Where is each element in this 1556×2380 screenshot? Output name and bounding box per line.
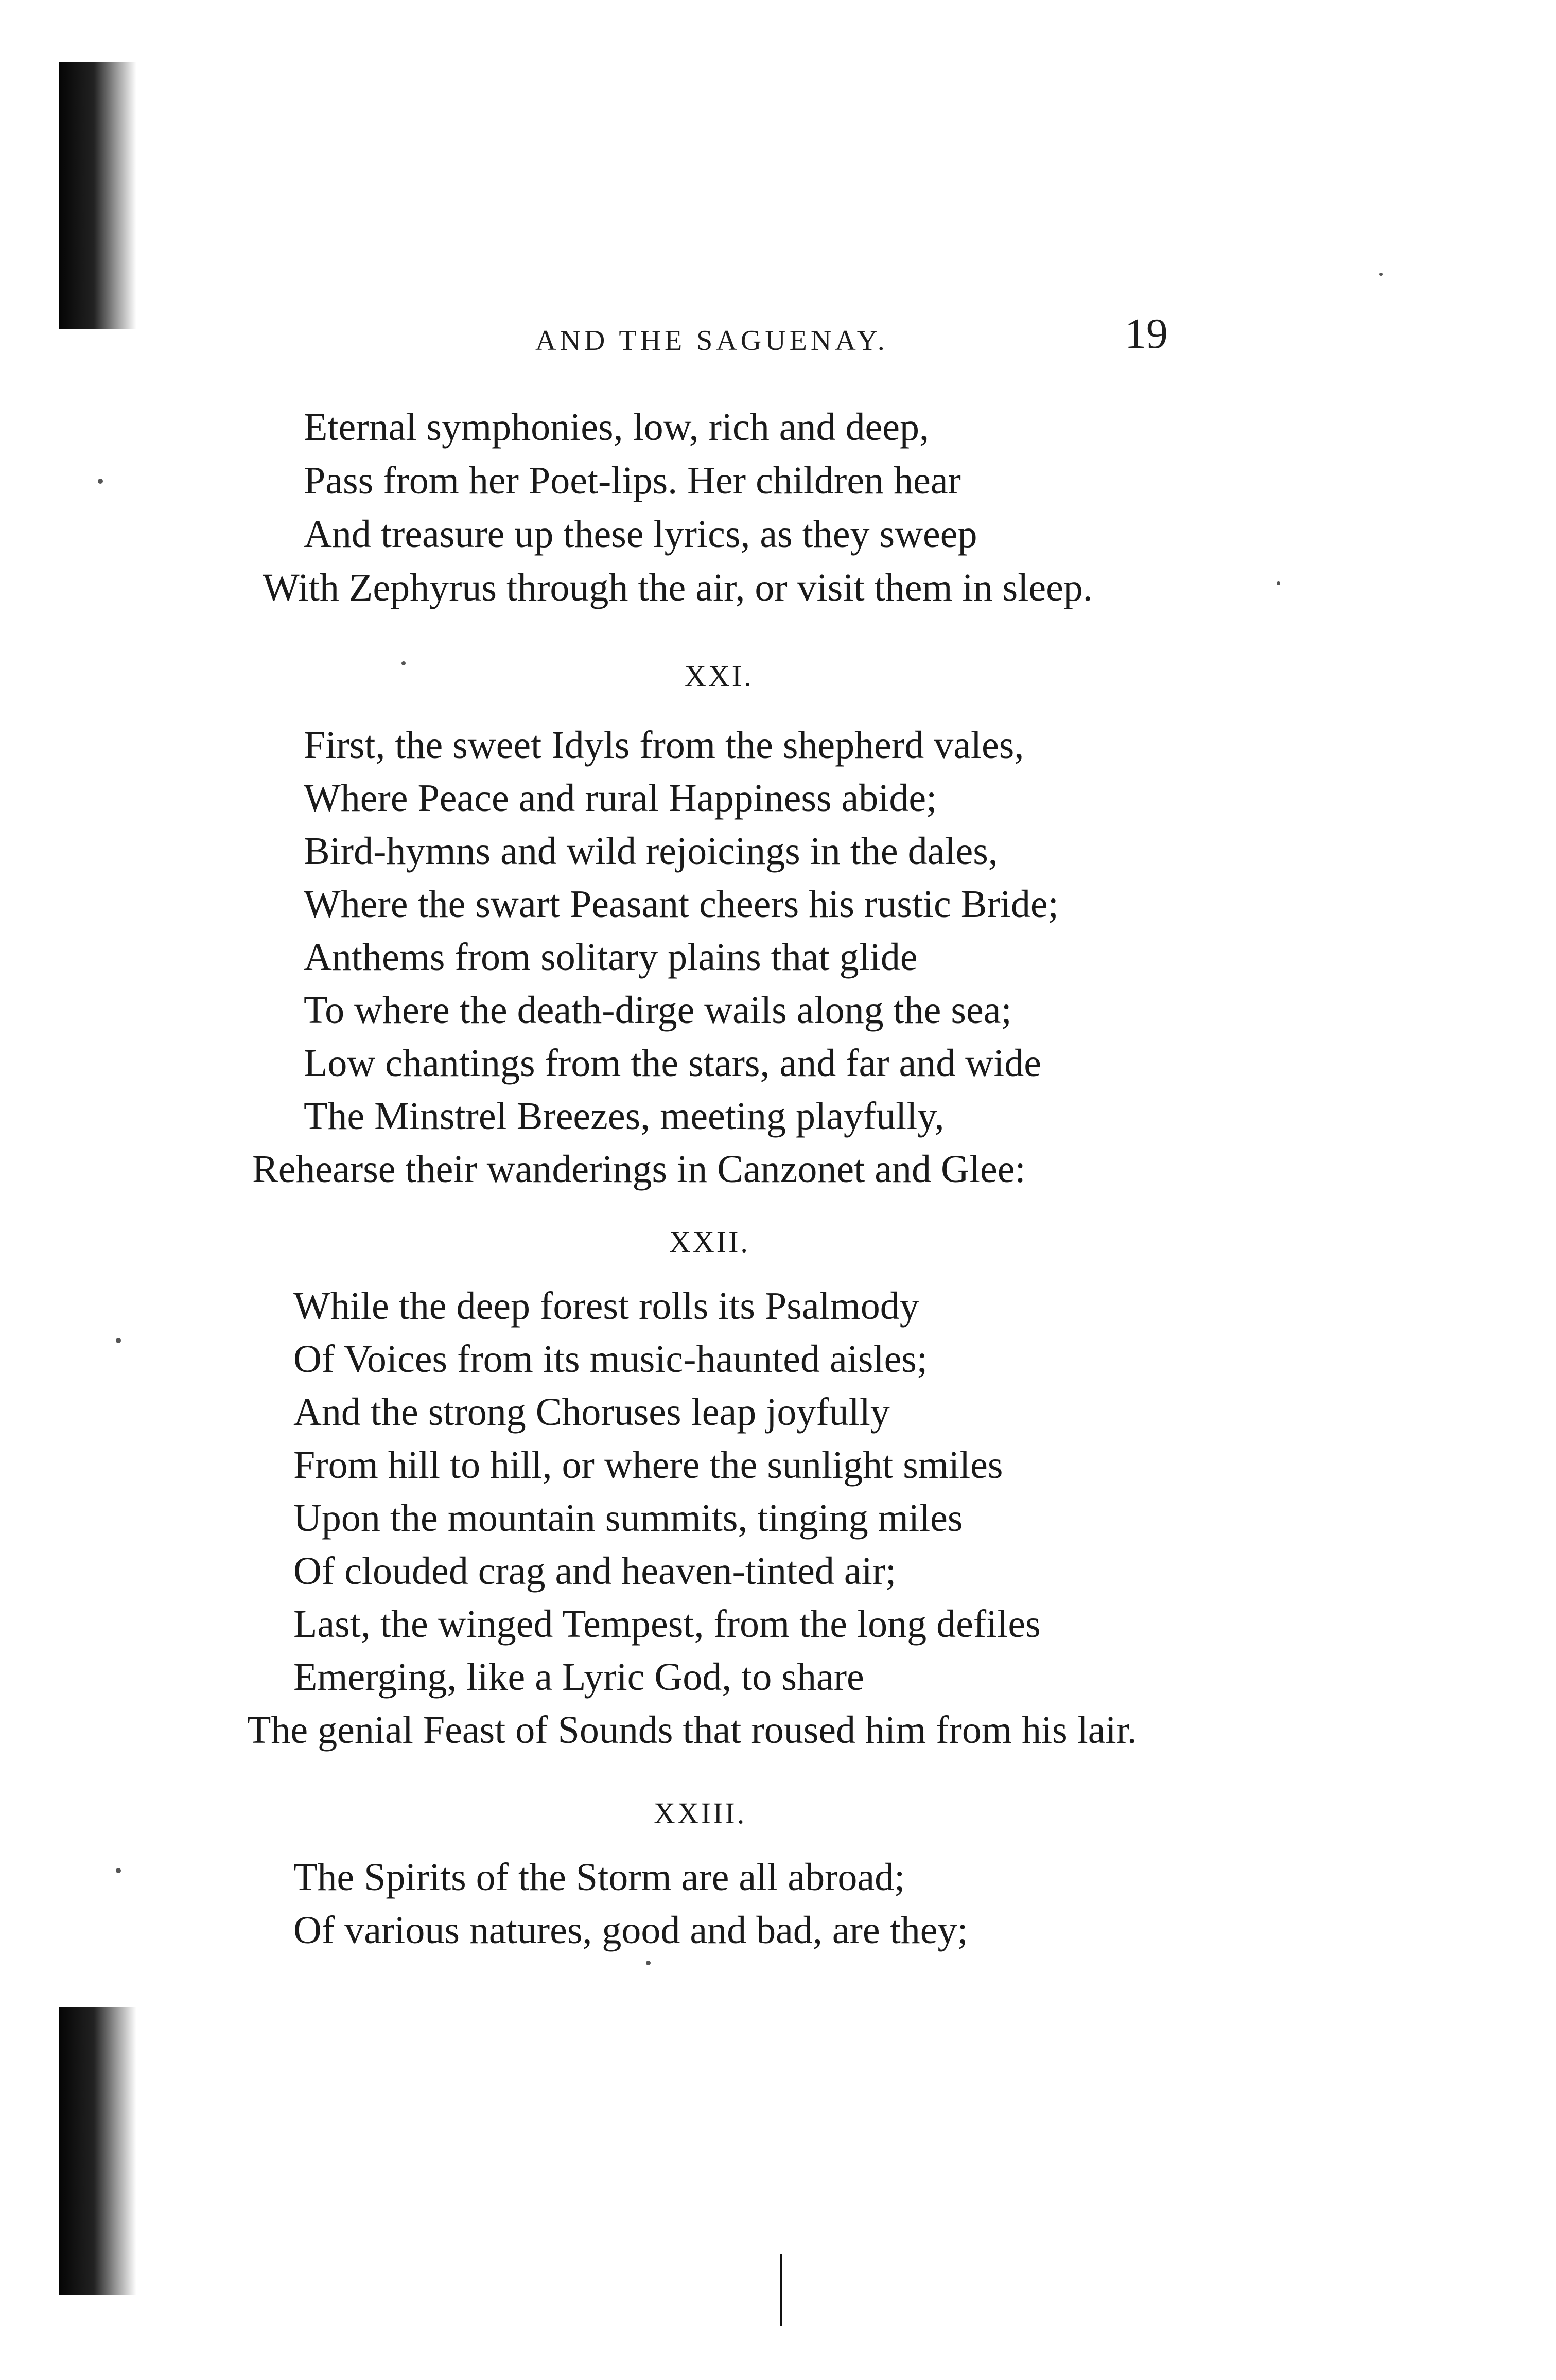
verse-line: Of Voices from its music-haunted aisles; bbox=[293, 1337, 928, 1381]
verse-line: With Zephyrus through the air, or visit them in sleep. bbox=[263, 566, 1093, 609]
verse-line: Low chantings from the stars, and far and wide bbox=[304, 1042, 1042, 1085]
verse-line: First, the sweet Idyls from the shepherd vales, bbox=[304, 724, 1024, 767]
verse-line: While the deep forest rolls its Psalmody bbox=[293, 1284, 919, 1328]
scan-edge-shadow-bottom bbox=[59, 2007, 136, 2295]
verse-line: Emerging, like a Lyric God, to share bbox=[293, 1655, 864, 1699]
verse-line: Anthems from solitary plains that glide bbox=[304, 936, 918, 979]
verse-line: Rehearse their wanderings in Canzonet and Glee: bbox=[252, 1148, 1026, 1191]
verse-line: The Spirits of the Storm are all abroad; bbox=[293, 1856, 905, 1899]
scan-speck bbox=[1277, 581, 1280, 585]
verse-line: Eternal symphonies, low, rich and deep, bbox=[304, 406, 929, 449]
stanza-numeral: XXI. bbox=[685, 659, 754, 693]
verse-line: Where Peace and rural Happiness abide; bbox=[304, 777, 937, 820]
stanza-numeral: XXII. bbox=[669, 1225, 750, 1259]
verse-line: Bird-hymns and wild rejoicings in the dales, bbox=[304, 830, 998, 873]
scan-speck bbox=[1379, 273, 1383, 276]
scan-edge-shadow-top bbox=[59, 62, 136, 329]
verse-line: From hill to hill, or where the sunlight smiles bbox=[293, 1443, 1003, 1487]
verse-line: Where the swart Peasant cheers his rustic Bride; bbox=[304, 883, 1059, 926]
running-header: AND THE SAGUENAY. bbox=[535, 325, 888, 357]
verse-line: Of various natures, good and bad, are they; bbox=[293, 1909, 968, 1952]
verse-line: Pass from her Poet-lips. Her children hear bbox=[304, 459, 961, 502]
scan-speck bbox=[116, 1338, 121, 1343]
scan-speck bbox=[401, 661, 406, 665]
scan-speck bbox=[116, 1868, 121, 1873]
page-number: 19 bbox=[1125, 310, 1168, 358]
scan-mark-vertical bbox=[780, 2254, 782, 2326]
verse-line: To where the death-dirge wails along the sea; bbox=[304, 989, 1012, 1032]
scan-speck bbox=[646, 1961, 651, 1965]
verse-line: And treasure up these lyrics, as they sweep bbox=[304, 513, 977, 556]
verse-line: And the strong Choruses leap joyfully bbox=[293, 1390, 890, 1434]
verse-line: Upon the mountain summits, tinging miles bbox=[293, 1496, 963, 1540]
verse-line: The Minstrel Breezes, meeting playfully, bbox=[304, 1095, 945, 1138]
verse-line: Of clouded crag and heaven-tinted air; bbox=[293, 1549, 897, 1593]
verse-line: The genial Feast of Sounds that roused him from his lair. bbox=[247, 1708, 1137, 1752]
verse-line: Last, the winged Tempest, from the long defiles bbox=[293, 1602, 1041, 1646]
stanza-numeral: XXIII. bbox=[654, 1796, 747, 1830]
scan-speck bbox=[98, 479, 103, 484]
